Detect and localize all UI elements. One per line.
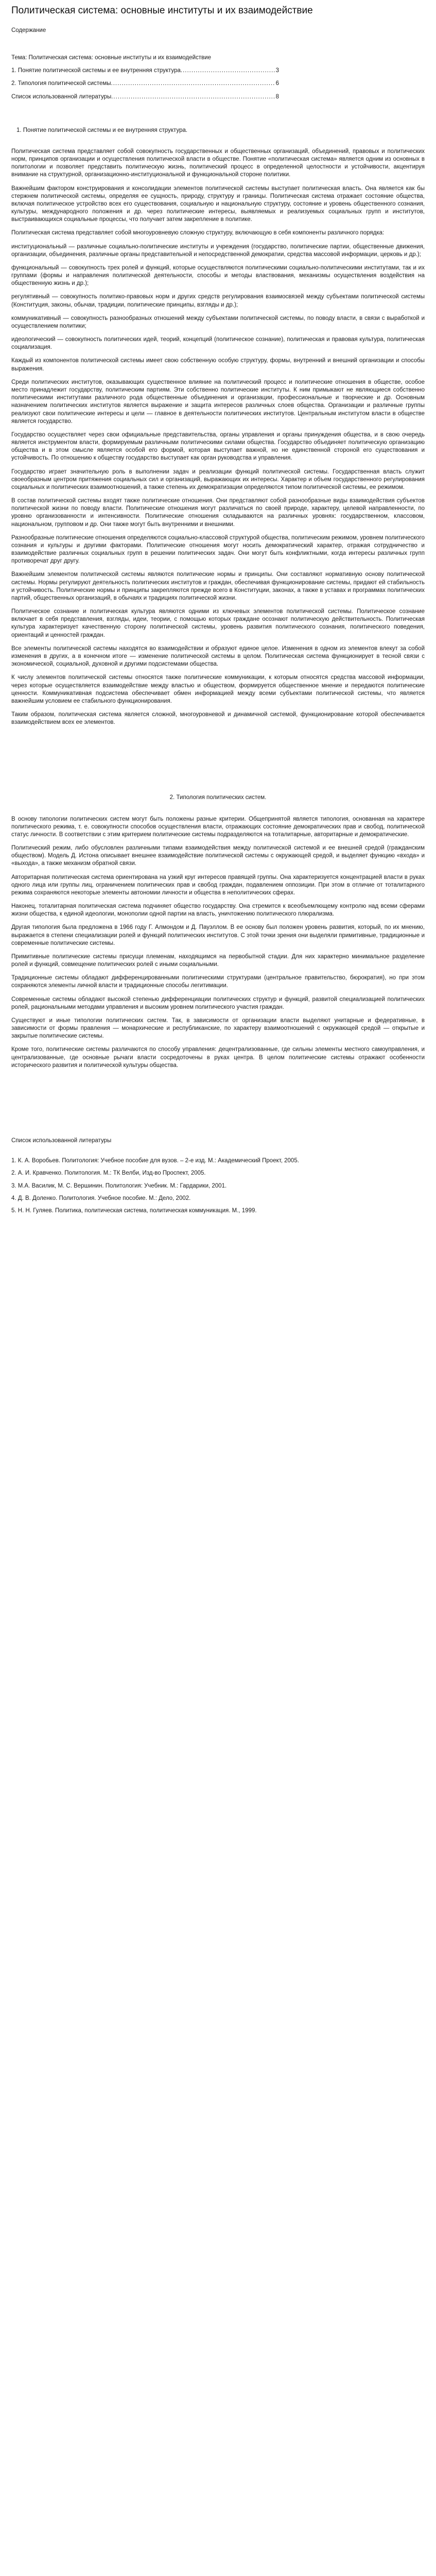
chapter-1	[11, 127, 425, 727]
paragraph: Все элементы политической системы находятся во взаимодействии и образуют единое целое. Изменения в одном из элементов влекут за собой изменения в других, а в конечном итоге — изменение политической системы в целом. Политическая система функционирует в тесной связи с экономической, социальной, духовной и другими подсистемами общества.	[11, 645, 425, 668]
paragraph: регулятивный — совокупность политико-правовых норм и других средств регулирования взаимосвязей между субъектами политической системы (Конституция, законы, обычаи, традиции, политические принципы, взгляды и др.);	[11, 294, 425, 308]
paragraph: К числу элементов политической системы относятся также политические коммуникации, к которым относятся средства массовой информации, через которые осуществляется взаимодействие между властью и обществом, формируется общественное мнение и передаются политические ценности. Коммуникативная подсистема обеспечивает обмен информацией между всеми субъектами политической системы, что является важнейшим условием ее стабильного функционирования.	[11, 674, 425, 704]
document-page	[0, 0, 436, 1240]
paragraph: Современные системы обладают высокой степенью дифференциации политических структур и функций, развитой специализацией политических ролей, рациональными методами управления и высоким уровнем политического участия граждан.	[11, 996, 425, 1010]
paragraph: Государство осуществляет через свои официальные представительства, органы управления и органы принуждения общества, и в свою очередь является инструментом власти, формируемым различными политическими силами общества. Государство объединяет политическую организацию общества и в этом смысле является особой его формой, которая выступает важной, но не единственной стороной его существования и устойчивость. По отношению к обществу государство выступает как орган руководства и управления.	[11, 431, 425, 462]
paragraph: идеологический — совокупность политических идей, теорий, концепций (политическое сознание), политическая и правовая культура, политическая социализация.	[11, 336, 425, 351]
paragraph: институциональный — различные социально-политические институты и учреждения (государство, политические партии, общественные движения, организации, объединения, различные органы представительной и непосредственной демократии, средства массовой информации, церковь и др.);	[11, 243, 425, 258]
toc-heading: Содержание	[11, 27, 46, 33]
paragraph: Кроме того, политические системы различаются по способу управления: децентрализованные, где сильны элементы местного самоуправления, и централизованные, где основные рычаги власти сосредоточены в руках центра. В целом политические системы отражают особенности исторического развития и политической культуры общества.	[11, 1046, 425, 1069]
toc-item-text: 1. Понятие политической системы и ее внутренняя структура	[11, 67, 181, 74]
toc-item-page: 6	[275, 80, 279, 87]
chapter-2	[11, 794, 425, 1070]
toc-dot-leader	[111, 93, 274, 101]
toc-item[interactable]	[11, 93, 279, 101]
paragraph: Существуют и иные типологии политических систем. Так, в зависимости от организации власти выделяют унитарные и федеративные, в зависимости от формы правления — монархические и республиканские, по характеру взаимоотношений с окружающей средой — открытые и закрытые политические системы.	[11, 1017, 425, 1040]
toc-item-text: Список использованной литературы	[11, 93, 112, 100]
chapter-heading: 2. Типология политических систем.	[169, 794, 267, 801]
toc-topic-line	[11, 54, 425, 62]
chapter-body	[11, 816, 425, 1070]
paragraph: коммуникативный — совокупность разнообразных отношений между субъектами политической системы, по поводу власти, в связи с выработкой и осуществлением политики;	[11, 315, 425, 329]
paragraph: Примитивные политические системы присущи племенам, находящимся на первобытной стадии. Для них характерно минимальное разделение ролей и функций, совмещение политических ролей с иными социальными.	[11, 953, 425, 968]
paragraph: Каждый из компонентов политической системы имеет свою собственную особую структуру, формы, внутренний и внешний организации и способы выражения.	[11, 358, 425, 372]
reference-item: 2. А. И. Кравченко. Политология. М.: ТК Велби, Изд-во Проспект, 2005.	[11, 1170, 206, 1177]
paragraph: Таким образом, политическая система является сложной, многоуровневой и динамичной системой, функционирование которой обеспечивается взаимодействием всех ее элементов.	[11, 711, 425, 726]
toc-item[interactable]	[11, 67, 279, 75]
paragraph: Авторитарная политическая система ориентирована на узкий круг интересов правящей группы. Она характеризуется концентрацией власти в руках одного лица или группы лиц, ограничением политических прав и свобод граждан, подавлением оппозиции. При этом в отличие от тоталитарного режима сохраняются некоторые элементы автономии личности и общества в неполитических сферах.	[11, 874, 425, 896]
toc-item-text: 2. Типология политической системы	[11, 80, 111, 87]
toc-item-page: 8	[275, 93, 279, 100]
paragraph: В состав политической системы входят также политические отношения. Они представляют собой разнообразные виды взаимодействия субъектов политической жизни по поводу власти. Политические отношения могут различаться по своей природе, характеру, целевой направленности, по уровню организованности и интенсивности. Политические отношения складываются на различных уровнях: государственном, классовом, национальном, групповом и др. Они также могут быть внутренними и внешними.	[11, 498, 425, 528]
reference-item: 3. М.А. Василик, М. С. Вершинин. Политология: Учебник. М.: Гардарики, 2001.	[11, 1182, 227, 1189]
paragraph: Важнейшим элементом политической системы являются политические нормы и принципы. Они составляют нормативную основу политической системы. Нормы регулируют деятельность политических институтов и граждан, обеспечивая функционирование системы, придают ей стабильность и устойчивость. Политические нормы и принципы закрепляются прежде всего в Конституции, законах, а также в уставах и программах политических партий, общественных организаций, в обычаях и традициях политической жизни.	[11, 571, 425, 601]
toc-dot-leader	[181, 67, 275, 75]
toc-item[interactable]	[11, 80, 279, 88]
paragraph: Наконец, тоталитарная политическая система подчиняет общество государству. Она стремится к всеобъемлющему контролю над всеми сферами жизни общества, к единой идеологии, монополии одной партии на власть, уничтожению политического плюрализма.	[11, 903, 425, 918]
paragraph: Политический режим, либо обусловлен различными типами взаимодействия между политической системой и ее внешней средой (гражданским обществом). Модель Д. Истона описывает внешнее взаимодействие политической системы с окружающей средой, и выделяет функцию «входа» и «выхода», а также механизм обратной связи.	[11, 845, 425, 867]
paragraph: Государство играет значительную роль в выполнении задач и реализации функций политической системы. Государственная власть служит своеобразным центром притяжения социальных сил и организаций, выражающих их интересы. Характер и объем государственного регулирования социальных и политических взаимоотношений, а также степень их демократизации определяются типом политической системы, ее режимом.	[11, 468, 425, 490]
paragraph: функциональный — совокупность трех ролей и функций, которые осуществляются политическими социально-политическими институтами, так и их группами (формы и направления политической деятельности, способы и методы властвования, механизмы осуществления воздействия на общественную жизнь и др.);	[11, 264, 425, 287]
reference-item: 4. Д. В. Доленко. Политология. Учебное пособие. М.: Дело, 2002.	[11, 1195, 191, 1201]
toc-item-text: Тема: Политическая система: основные институты и их взаимодействие	[11, 55, 211, 61]
page-title: Политическая система: основные институты и их взаимодействие	[11, 5, 313, 16]
references-list	[11, 1157, 425, 1215]
toc-item-page: 3	[275, 67, 279, 74]
paragraph: Традиционные системы обладают дифференцированными политическими структурами (центральное правительство, бюрократия), но при этом сохраняются элементы личной власти и традиционные способы легитимации.	[11, 975, 425, 989]
paragraph: Другая типология была предложена в 1966 году Г. Алмондом и Д. Пауэллом. В ее основу был положен уровень развития, который, по их мнению, выражается в степени специализации ролей и функций политических институтов. С этой точки зрения они выделяли примитивные, традиционные и современные политические системы.	[11, 924, 425, 946]
chapter-heading: 1. Понятие политической системы и ее внутренняя структура.	[16, 127, 188, 133]
reference-item: 1. К. А. Воробьев. Политология: Учебное пособие для вузов. – 2-е изд. М.: Академический Проект, 2005.	[11, 1158, 299, 1164]
references-heading: Список использованной литературы	[11, 1138, 112, 1144]
paragraph: Важнейшим фактором конструирования и консолидации элементов политической системы выступает политическая власть. Она является как бы стержнем политической системы, определяя ее сущность, природу, структуру и границы. Политическая система отражает состояние общества, включая политическое устройство всех его существования, социальную и национальную структуру, состояние и уровень общественного сознания, культуры, международного положения и др. через политические интересы, выявляемых и реализуемых социальных групп и институтов, выстраивающихся социальные процессы, что получает затем закрепление в политике.	[11, 185, 425, 223]
paragraph: Политическая система представляет собой многоуровневую сложную структуру, включающую в себя компоненты различного порядка:	[11, 230, 385, 236]
paragraph: Среди политических институтов, оказывающих существенное влияние на политический процесс и политические отношения в обществе, особое место принадлежит государству, политическим партиям. Эти собственно политические институты. К ним примыкают не являющиеся собственно политическими институтами различного рода общественные объединения и организации, профессиональные и творческие и др. Основным назначением политических институтов является выражение и защита интересов различных слоев общества. Организации и различные группы реализуют свои политические интересы и цели — главное в деятельности политических институтов. Центральным институтом власти в обществе является государство.	[11, 379, 425, 425]
paragraph: Политическая система представляет собой совокупность государственных и общественных организаций, объединений, правовых и политических норм, принципов организации и осуществления политической власти в обществе. Понятие «политическая система» является одним из основных в политологии и позволяет представить политическую жизнь, политический процесс в определенной целостности и устойчивости, акцентируя внимание на структурной, организационно-институциональной и функциональной стороне политики.	[11, 148, 425, 178]
table-of-contents	[11, 54, 279, 101]
toc-dot-leader	[111, 80, 275, 88]
paragraph: В основу типологии политических систем могут быть положены разные критерии. Общепринятой является типология, основанная на характере политического режима, т. е. совокупности способов осуществления власти, отражающих состояние демократических прав и свобод, политической статус личности. В соответствии с этим критерием политические системы подразделяются на тоталитарные, авторитарные и демократические.	[11, 816, 425, 838]
paragraph: Политическое сознание и политическая культура являются одними из ключевых элементов политической системы. Политическое сознание включает в себя представления, взгляды, идеи, теории, с помощью которых граждане осознают политическую действительность. Политическая культура характеризует качественную сторону политической системы, уровень развития политического сознания, политического поведения, ориентаций и ценностей граждан.	[11, 608, 425, 638]
chapter-body	[11, 148, 425, 726]
paragraph: Разнообразные политические отношения определяются социально-классовой структурой общества, политическим режимом, уровнем политического сознания и культуры и другими факторами. Политические отношения могут носить демократический характер, отражая сотрудничество и взаимодействие различных социальных групп в решении политических задач. Они могут быть конфликтными, когда интересы различных групп противоречат друг другу.	[11, 534, 425, 565]
references	[11, 1137, 425, 1215]
reference-item: 5. Н. Н. Гуляев. Политика, политическая система, политическая коммуникация. М., 1999.	[11, 1207, 257, 1214]
